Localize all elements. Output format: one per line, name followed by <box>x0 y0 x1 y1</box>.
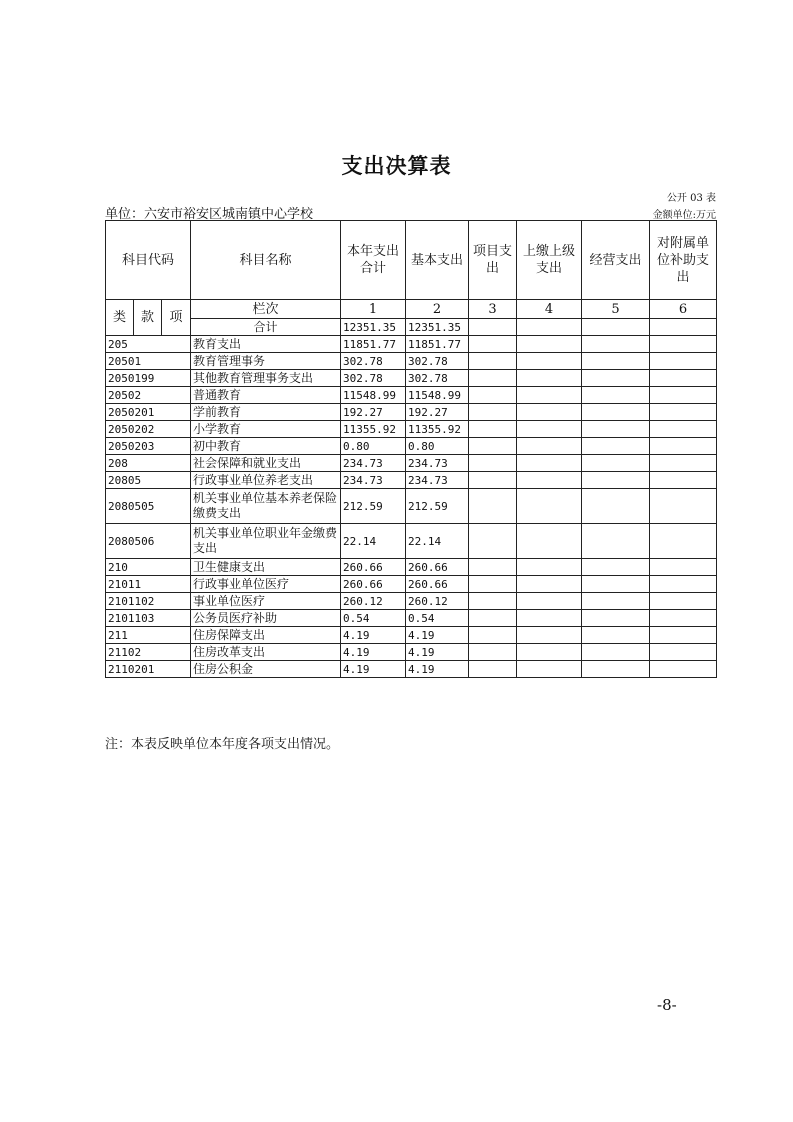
row-code: 21102 <box>106 644 191 661</box>
table-row <box>106 455 717 472</box>
row-total: 234.73 <box>341 472 406 489</box>
row-operation <box>582 576 650 593</box>
row-code: 2050203 <box>106 438 191 455</box>
table-row <box>106 489 717 524</box>
row-project <box>469 438 517 455</box>
table-row <box>106 644 717 661</box>
total-label: 合计 <box>191 319 341 336</box>
subheader-lei: 类 <box>106 300 134 336</box>
row-operation <box>582 387 650 404</box>
column-number: 4 <box>517 300 582 319</box>
table-row <box>106 524 717 559</box>
row-basic: 0.54 <box>406 610 469 627</box>
table-row <box>106 472 717 489</box>
row-project <box>469 336 517 353</box>
row-code: 2080505 <box>106 489 191 524</box>
row-project <box>469 455 517 472</box>
table-row <box>106 353 717 370</box>
table-row <box>106 387 717 404</box>
row-name: 机关事业单位职业年金缴费支出 <box>191 524 341 559</box>
table-row <box>106 576 717 593</box>
table-row <box>106 438 717 455</box>
row-name: 其他教育管理事务支出 <box>191 370 341 387</box>
row-upper <box>517 387 582 404</box>
row-name: 机关事业单位基本养老保险缴费支出 <box>191 489 341 524</box>
row-code: 208 <box>106 455 191 472</box>
row-code: 2101102 <box>106 593 191 610</box>
row-total: 260.66 <box>341 576 406 593</box>
row-basic: 260.12 <box>406 593 469 610</box>
amount-unit: 金额单位:万元 <box>652 210 716 221</box>
row-project <box>469 353 517 370</box>
row-basic: 22.14 <box>406 524 469 559</box>
header-row <box>106 221 717 300</box>
row-name: 初中教育 <box>191 438 341 455</box>
row-project <box>469 610 517 627</box>
row-code: 2110201 <box>106 661 191 678</box>
row-operation <box>582 489 650 524</box>
row-project <box>469 489 517 524</box>
unit-row <box>105 203 716 222</box>
row-basic: 260.66 <box>406 559 469 576</box>
row-upper <box>517 559 582 576</box>
row-operation <box>582 661 650 678</box>
table-row <box>106 404 717 421</box>
subheader-kuan: 款 <box>134 300 162 336</box>
row-name: 卫生健康支出 <box>191 559 341 576</box>
row-operation <box>582 438 650 455</box>
row-subsidy <box>650 489 717 524</box>
row-subsidy <box>650 438 717 455</box>
row-name: 教育支出 <box>191 336 341 353</box>
row-basic: 212.59 <box>406 489 469 524</box>
row-subsidy <box>650 404 717 421</box>
row-operation <box>582 370 650 387</box>
row-code: 20805 <box>106 472 191 489</box>
table-row <box>106 661 717 678</box>
row-project <box>469 421 517 438</box>
row-subsidy <box>650 644 717 661</box>
row-subsidy <box>650 593 717 610</box>
row-basic: 260.66 <box>406 576 469 593</box>
row-name: 社会保障和就业支出 <box>191 455 341 472</box>
row-upper <box>517 627 582 644</box>
row-upper <box>517 524 582 559</box>
header-operation: 经营支出 <box>582 221 650 300</box>
row-operation <box>582 644 650 661</box>
table-row <box>106 559 717 576</box>
header-total: 本年支出合计 <box>341 221 406 300</box>
row-subsidy <box>650 627 717 644</box>
row-total: 11851.77 <box>341 336 406 353</box>
row-subsidy <box>650 524 717 559</box>
row-project <box>469 524 517 559</box>
row-upper <box>517 370 582 387</box>
row-name: 行政事业单位养老支出 <box>191 472 341 489</box>
header-upper: 上缴上级支出 <box>517 221 582 300</box>
row-total: 302.78 <box>341 353 406 370</box>
header-name: 科目名称 <box>191 221 341 300</box>
row-name: 住房保障支出 <box>191 627 341 644</box>
row-operation <box>582 627 650 644</box>
row-basic: 302.78 <box>406 353 469 370</box>
row-subsidy <box>650 661 717 678</box>
row-project <box>469 387 517 404</box>
row-project <box>469 593 517 610</box>
unit-label: 单位：六安市裕安区城南镇中心学校 <box>105 207 314 222</box>
row-subsidy <box>650 455 717 472</box>
row-project <box>469 644 517 661</box>
row-code: 2050201 <box>106 404 191 421</box>
column-number: 5 <box>582 300 650 319</box>
row-name: 教育管理事务 <box>191 353 341 370</box>
row-subsidy <box>650 576 717 593</box>
row-operation <box>582 524 650 559</box>
row-code: 2050202 <box>106 421 191 438</box>
row-operation <box>582 559 650 576</box>
row-name: 小学教育 <box>191 421 341 438</box>
row-name: 住房改革支出 <box>191 644 341 661</box>
row-total: 260.66 <box>341 559 406 576</box>
row-name: 行政事业单位医疗 <box>191 576 341 593</box>
row-subsidy <box>650 610 717 627</box>
table-row <box>106 627 717 644</box>
row-basic: 234.73 <box>406 472 469 489</box>
row-operation <box>582 610 650 627</box>
row-basic: 11548.99 <box>406 387 469 404</box>
expenditure-table <box>105 220 717 678</box>
row-code: 20501 <box>106 353 191 370</box>
table-row <box>106 336 717 353</box>
row-code: 210 <box>106 559 191 576</box>
row-name: 学前教育 <box>191 404 341 421</box>
header-basic: 基本支出 <box>406 221 469 300</box>
row-project <box>469 404 517 421</box>
row-total: 234.73 <box>341 455 406 472</box>
row-upper <box>517 438 582 455</box>
row-upper <box>517 472 582 489</box>
row-project <box>469 559 517 576</box>
row-total: 4.19 <box>341 661 406 678</box>
column-number: 2 <box>406 300 469 319</box>
column-number: 3 <box>469 300 517 319</box>
row-project <box>469 370 517 387</box>
row-code: 2101103 <box>106 610 191 627</box>
row-project <box>469 576 517 593</box>
row-upper <box>517 576 582 593</box>
row-operation <box>582 336 650 353</box>
row-basic: 11851.77 <box>406 336 469 353</box>
row-operation <box>582 421 650 438</box>
row-project <box>469 661 517 678</box>
row-basic: 302.78 <box>406 370 469 387</box>
row-name: 公务员医疗补助 <box>191 610 341 627</box>
row-subsidy <box>650 353 717 370</box>
row-total: 212.59 <box>341 489 406 524</box>
table-row <box>106 421 717 438</box>
row-basic: 4.19 <box>406 627 469 644</box>
header-code: 科目代码 <box>106 221 191 300</box>
row-project <box>469 472 517 489</box>
row-basic: 11355.92 <box>406 421 469 438</box>
row-code: 2080506 <box>106 524 191 559</box>
row-total: 0.54 <box>341 610 406 627</box>
form-code: 公开 03 表 <box>666 193 716 204</box>
total-basic: 12351.35 <box>406 319 469 336</box>
page-title: 支出决算表 <box>341 154 452 178</box>
header-subsidy: 对附属单位补助支出 <box>650 221 717 300</box>
row-operation <box>582 472 650 489</box>
row-total: 22.14 <box>341 524 406 559</box>
row-total: 11355.92 <box>341 421 406 438</box>
row-operation <box>582 404 650 421</box>
row-basic: 0.80 <box>406 438 469 455</box>
table-row <box>106 610 717 627</box>
row-total: 192.27 <box>341 404 406 421</box>
row-upper <box>517 421 582 438</box>
row-upper <box>517 610 582 627</box>
row-total: 0.80 <box>341 438 406 455</box>
row-upper <box>517 404 582 421</box>
row-subsidy <box>650 370 717 387</box>
row-basic: 4.19 <box>406 661 469 678</box>
row-upper <box>517 353 582 370</box>
row-code: 20502 <box>106 387 191 404</box>
subheader-lanci: 栏次 <box>191 300 341 319</box>
total-row <box>106 319 717 336</box>
row-upper <box>517 644 582 661</box>
row-code: 211 <box>106 627 191 644</box>
row-upper <box>517 336 582 353</box>
row-total: 302.78 <box>341 370 406 387</box>
row-upper <box>517 593 582 610</box>
row-subsidy <box>650 387 717 404</box>
row-code: 21011 <box>106 576 191 593</box>
row-operation <box>582 353 650 370</box>
row-upper <box>517 455 582 472</box>
row-operation <box>582 593 650 610</box>
row-subsidy <box>650 559 717 576</box>
row-total: 260.12 <box>341 593 406 610</box>
row-total: 4.19 <box>341 627 406 644</box>
table-row <box>106 370 717 387</box>
page-number: -8- <box>657 996 677 1014</box>
row-basic: 234.73 <box>406 455 469 472</box>
row-project <box>469 627 517 644</box>
subheader-xiang: 项 <box>162 300 191 336</box>
column-number: 6 <box>650 300 717 319</box>
row-code: 2050199 <box>106 370 191 387</box>
column-number-row <box>106 300 717 319</box>
row-total: 4.19 <box>341 644 406 661</box>
row-name: 住房公积金 <box>191 661 341 678</box>
row-subsidy <box>650 472 717 489</box>
total-amount: 12351.35 <box>341 319 406 336</box>
row-upper <box>517 489 582 524</box>
row-operation <box>582 455 650 472</box>
row-name: 普通教育 <box>191 387 341 404</box>
row-total: 11548.99 <box>341 387 406 404</box>
row-basic: 192.27 <box>406 404 469 421</box>
table-row <box>106 593 717 610</box>
row-name: 事业单位医疗 <box>191 593 341 610</box>
row-basic: 4.19 <box>406 644 469 661</box>
row-subsidy <box>650 336 717 353</box>
column-number: 1 <box>341 300 406 319</box>
table-note: 注：本表反映单位本年度各项支出情况。 <box>105 737 340 752</box>
row-upper <box>517 661 582 678</box>
row-subsidy <box>650 421 717 438</box>
row-code: 205 <box>106 336 191 353</box>
header-project: 项目支出 <box>469 221 517 300</box>
